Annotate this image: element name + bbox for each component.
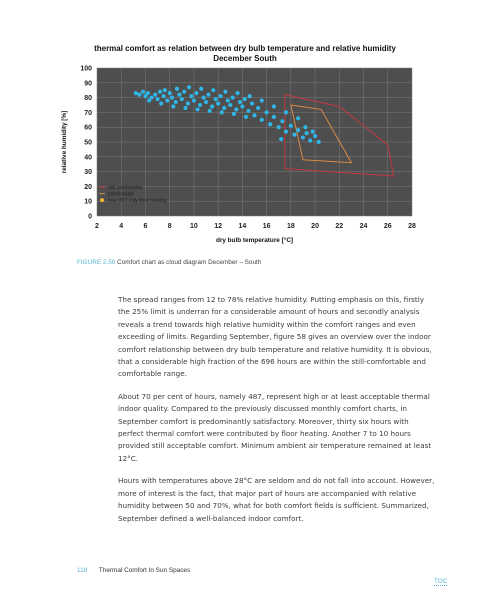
legend-label: Iras r307 City floor heating <box>108 198 167 205</box>
data-point <box>204 100 208 104</box>
data-point <box>159 101 163 105</box>
x-tick-label: 22 <box>335 223 344 230</box>
y-tick-label: 100 <box>80 65 92 73</box>
paragraph-1: The spread ranges from 12 to 78% relative humidity. Putting emphasis on this, firstly the 25% limit is underran for a considerable amount of hours and secondly analysis reveals a trend towards high relative humidity within the comfort ranges and even exceeding of limits. Regarding September, figure 58 gives an overview over the indoor comfort relationship between dry bulb temperature and relative humidity. It is obvious, that a considerable high fraction of the 696 hours are within the still-comfortable and comfortable range. <box>118 295 432 379</box>
x-tick-label: 12 <box>214 223 223 230</box>
y-tick-label: 80 <box>84 95 92 103</box>
body-text <box>118 294 436 535</box>
data-point <box>226 98 230 102</box>
data-point <box>153 93 157 97</box>
data-point <box>171 104 175 108</box>
data-point <box>284 110 288 114</box>
data-point <box>158 90 162 94</box>
data-point <box>240 104 244 108</box>
chart-subtitle: December South <box>213 54 277 63</box>
data-point <box>268 122 272 126</box>
data-point <box>238 100 242 104</box>
data-point <box>223 90 227 94</box>
data-point <box>243 97 247 101</box>
x-tick-label: 6 <box>143 223 148 230</box>
data-point <box>228 103 232 107</box>
data-point <box>198 103 202 107</box>
data-point <box>222 106 226 110</box>
y-tick-label: 50 <box>84 139 92 147</box>
legend-label: comfortable <box>108 191 135 198</box>
data-point <box>296 128 300 132</box>
data-point <box>244 115 248 119</box>
x-tick-label: 10 <box>190 223 198 230</box>
data-point <box>182 90 186 94</box>
data-point <box>246 109 250 113</box>
chart-title: thermal comfort as relation between dry bulb temperature and relative humidity <box>94 44 396 53</box>
data-point <box>231 96 235 100</box>
y-tick-label: 90 <box>84 80 92 88</box>
data-point <box>220 110 224 114</box>
data-point <box>260 118 264 122</box>
y-tick-label: 20 <box>84 183 92 191</box>
data-point <box>195 107 199 111</box>
data-point <box>260 98 264 102</box>
data-point <box>296 116 300 120</box>
data-point <box>211 88 215 92</box>
figure-caption <box>77 259 261 266</box>
data-point <box>214 97 218 101</box>
x-axis-label: dry bulb temperature [°C] <box>215 237 294 244</box>
data-point <box>146 91 150 95</box>
data-point <box>311 130 315 134</box>
data-point <box>308 138 312 142</box>
data-point <box>210 104 214 108</box>
legend-label: still comfortable <box>108 185 143 192</box>
x-tick-label: 26 <box>383 223 392 230</box>
data-point <box>194 91 198 95</box>
toc-link[interactable]: TOC <box>434 578 448 585</box>
data-point <box>234 107 238 111</box>
data-point <box>280 119 284 123</box>
data-point <box>313 134 317 138</box>
y-tick-label: 70 <box>84 109 92 117</box>
data-point <box>277 125 281 129</box>
data-point <box>165 98 169 102</box>
data-point <box>137 93 141 97</box>
data-point <box>175 87 179 91</box>
data-point <box>292 133 296 137</box>
data-point <box>155 97 159 101</box>
data-point <box>208 109 212 113</box>
data-point <box>265 110 269 114</box>
figure-number: FIGURE 2.50 <box>77 259 116 266</box>
data-point <box>272 115 276 119</box>
y-tick-label: 30 <box>84 169 92 177</box>
data-point <box>147 98 151 102</box>
data-point <box>216 101 220 105</box>
x-tick-label: 24 <box>359 223 368 230</box>
data-point <box>199 87 203 91</box>
data-point <box>252 113 256 117</box>
figure-caption-text: Comfort chart as cloud diagram December – South <box>117 259 262 266</box>
data-point <box>170 96 174 100</box>
data-point <box>289 124 293 128</box>
x-tick-label: 4 <box>119 223 124 230</box>
x-tick-label: 2 <box>95 223 99 230</box>
paragraph-2: About 70 per cent of hours, namely 487, represent high or at least acceptable thermal indoor quality. Compared to the previously discussed monthly comfort charts, in September comfort is predominantly satisfactory. Moreover, thirty six hours with perfect thermal comfort were contributed by floor heating. Another 7 to 10 hours provided still acceptable comfort. Minimum ambient air temperature remained at least 12°C. <box>118 391 432 463</box>
data-point <box>183 106 187 110</box>
data-point <box>235 91 239 95</box>
y-tick-label: 10 <box>84 198 92 206</box>
data-point <box>248 94 252 98</box>
data-point <box>187 85 191 89</box>
data-point <box>162 94 166 98</box>
data-point <box>301 135 305 139</box>
data-point <box>186 101 190 105</box>
data-point <box>141 90 145 94</box>
x-tick-label: 14 <box>238 223 247 230</box>
paragraph-3: Hours with temperatures above 28°C are seldom and do not fall into account. However, more of interest is the fact, that major part of hours are accompanied with relative humidity between 50 and 70%, what for both comfort fields is sufficient. Summarized, September defined a well-balanced indoor comfort. <box>118 476 435 523</box>
data-point <box>168 91 172 95</box>
data-point <box>284 130 288 134</box>
data-point <box>202 96 206 100</box>
data-point <box>206 93 210 97</box>
data-point <box>180 97 184 101</box>
data-point <box>317 140 321 144</box>
y-tick-label: 0 <box>88 213 92 221</box>
data-point <box>192 98 196 102</box>
x-tick-label: 28 <box>408 223 416 230</box>
x-tick-label: 16 <box>262 223 271 230</box>
y-tick-label: 60 <box>84 124 92 132</box>
data-point <box>279 137 283 141</box>
data-point <box>232 112 236 116</box>
x-tick-label: 20 <box>311 223 319 230</box>
x-tick-label: 8 <box>167 223 172 230</box>
data-point <box>189 94 193 98</box>
data-point <box>177 93 181 97</box>
x-tick-label: 18 <box>286 223 295 230</box>
page-footer <box>77 567 190 574</box>
data-point <box>304 131 308 135</box>
y-tick-label: 40 <box>84 154 92 162</box>
data-point <box>134 91 138 95</box>
data-point <box>218 94 222 98</box>
page-number: 118 <box>77 567 88 574</box>
data-point <box>250 101 254 105</box>
data-point <box>256 106 260 110</box>
data-point <box>163 88 167 92</box>
data-point <box>174 100 178 104</box>
y-axis-label: relative humidity [%] <box>61 110 68 174</box>
running-title: Thermal Comfort In Sun Spaces <box>98 567 191 574</box>
data-point <box>303 125 307 129</box>
legend-swatch <box>100 198 104 202</box>
data-point <box>272 104 276 108</box>
